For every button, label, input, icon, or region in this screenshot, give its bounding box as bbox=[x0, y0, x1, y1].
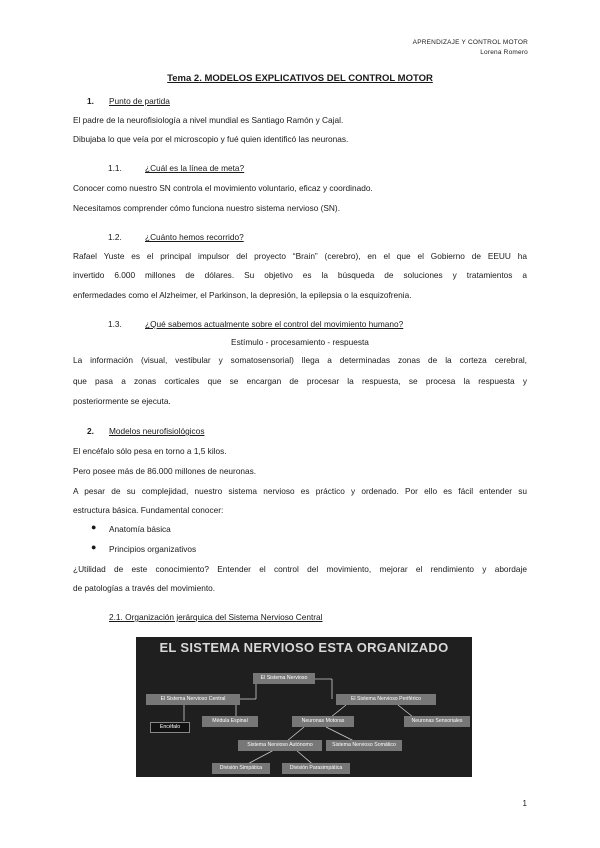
section-1-1-para-2: Necesitamos comprender cómo funciona nuestro sistema nervioso (SN). bbox=[73, 203, 340, 213]
section-2-question-line-2: de patologías a través del movimiento. bbox=[73, 583, 216, 593]
node-simpatica: División Simpática bbox=[212, 763, 270, 774]
node-somatico: Sistema Nervioso Somático bbox=[326, 740, 402, 751]
node-autonomo: Sistema Nervioso Autónomo bbox=[238, 740, 322, 751]
section-1-para-1: El padre de la neurofisiología a nivel mundial es Santiago Ramón y Cajal. bbox=[73, 115, 344, 125]
section-1-heading: Punto de partida bbox=[109, 96, 170, 106]
section-1-3-line-3: posteriormente se ejecuta. bbox=[73, 396, 171, 406]
section-1-para-2: Dibujaba lo que veía por el microscopio y fué quien identificó las neuronas. bbox=[73, 134, 349, 144]
node-parasimpatica: División Parasimpática bbox=[282, 763, 350, 774]
header-course: APRENDIZAJE Y CONTROL MOTOR bbox=[412, 39, 528, 46]
page-title: Tema 2. MODELOS EXPLICATIVOS DEL CONTROL MOTOR bbox=[167, 73, 433, 84]
bullet-item: Principios organizativos bbox=[109, 544, 197, 554]
section-1-2-line-1: Rafael Yuste es el principal impulsor del proyecto “Brain” (cerebro), en el que el Gobierno de EEUU ha bbox=[73, 251, 527, 261]
node-snc: El Sistema Nervioso Central bbox=[146, 694, 240, 705]
section-1-number: 1. bbox=[87, 96, 94, 106]
section-1-1-heading: ¿Cuál es la línea de meta? bbox=[145, 163, 245, 173]
node-sensoriales: Neuronas Sensoriales bbox=[404, 716, 470, 727]
page-number: 1 bbox=[522, 799, 527, 808]
section-2-para-1: El encéfalo sólo pesa en torno a 1,5 kilos. bbox=[73, 446, 227, 456]
diagram-title: EL SISTEMA NERVIOSO ESTA ORGANIZADO bbox=[159, 640, 449, 655]
section-1-2-heading: ¿Cuánto hemos recorrido? bbox=[145, 232, 244, 242]
section-2-heading: Modelos neurofisiológicos bbox=[109, 426, 205, 436]
node-encefalo: Encéfalo bbox=[150, 722, 190, 733]
section-2-1-heading: 2.1. Organización jerárquica del Sistema Nervioso Central bbox=[109, 612, 323, 622]
node-medula: Médula Espinal bbox=[202, 716, 258, 727]
running-header bbox=[413, 38, 528, 58]
section-2-question-line-1: ¿Utilidad de este conocimiento? Entender el control del movimiento, mejorar el rendimiento y abordaje bbox=[73, 564, 527, 574]
diagram-connectors bbox=[136, 637, 472, 777]
bullet-item: Anatomía básica bbox=[109, 524, 171, 534]
node-snp: El Sistema Nervioso Periférico bbox=[336, 694, 436, 705]
node-sistema-nervioso: El Sistema Nervioso bbox=[253, 673, 315, 684]
section-1-2-number: 1.2. bbox=[108, 232, 122, 242]
section-2-para-2: Pero posee más de 86.000 millones de neuronas. bbox=[73, 466, 257, 476]
header-author: Lorena Romero bbox=[480, 49, 528, 56]
node-motoras: Neuronas Motoras bbox=[292, 716, 354, 727]
section-2-number: 2. bbox=[87, 426, 94, 436]
section-1-3-line-2: que pasa a zonas corticales que se encargan de procesar la respuesta, se procesa la respuesta y bbox=[73, 376, 527, 386]
section-1-1-number: 1.1. bbox=[108, 163, 122, 173]
section-1-3-number: 1.3. bbox=[108, 319, 122, 329]
section-1-3-heading: ¿Qué sabemos actualmente sobre el control del movimiento humano? bbox=[145, 319, 404, 329]
section-1-3-line-1: La información (visual, vestibular y somatosensorial) llega a determinadas zonas de la corteza cerebral, bbox=[73, 355, 527, 365]
section-2-line-1: A pesar de su complejidad, nuestro sistema nervioso es práctico y ordenado. Por ello es fácil entender su bbox=[73, 486, 527, 496]
section-1-2-line-2: invertido 6.000 millones de dólares. Su objetivo es la búsqueda de soluciones y tratamientos a bbox=[73, 270, 527, 280]
section-1-3-subtitle: Estímulo - procesamiento - respuesta bbox=[231, 337, 369, 347]
section-2-line-2: estructura básica. Fundamental conocer: bbox=[73, 505, 224, 515]
section-1-2-line-3: enfermedades como el Alzheimer, el Parkinson, la depresión, la epilepsia o la esquizofrenia. bbox=[73, 290, 412, 300]
nervous-system-diagram bbox=[136, 637, 472, 777]
section-1-1-para-1: Conocer como nuestro SN controla el movimiento voluntario, eficaz y coordinado. bbox=[73, 183, 373, 193]
bullet-icon: ● bbox=[91, 522, 97, 532]
bullet-icon: ● bbox=[91, 542, 97, 552]
